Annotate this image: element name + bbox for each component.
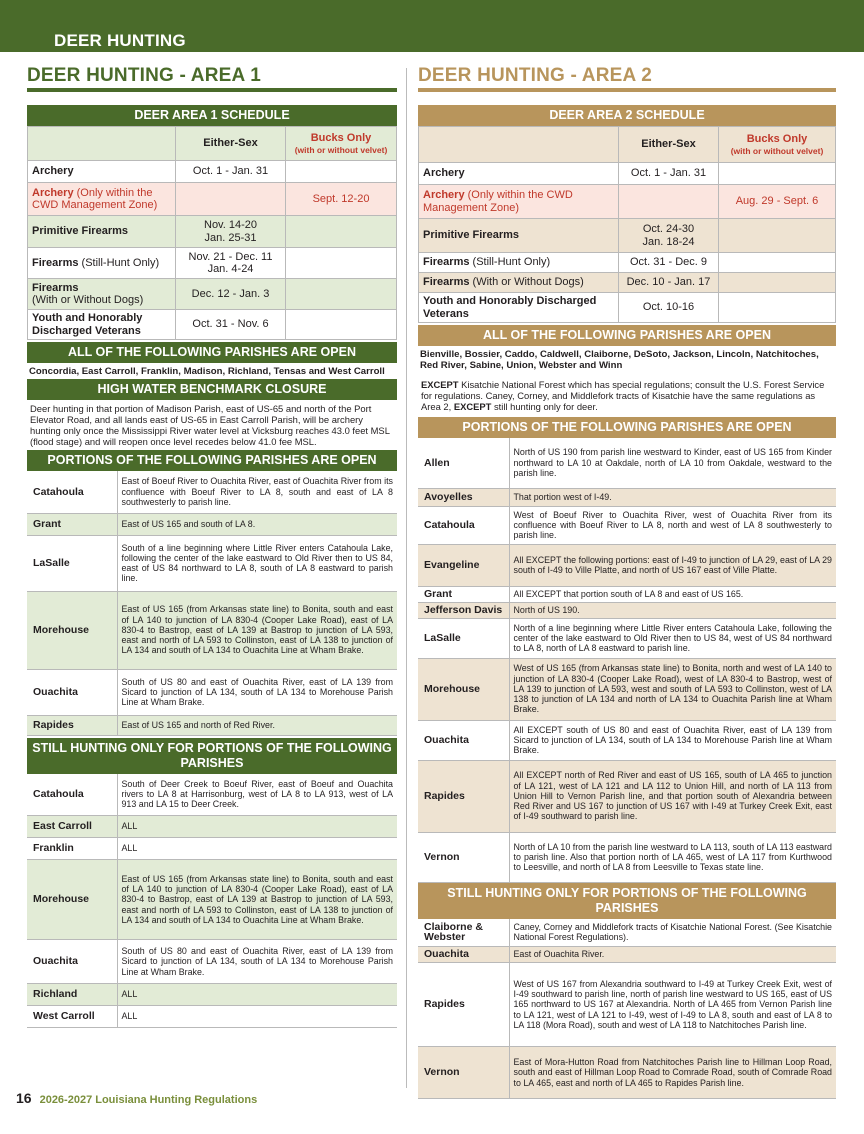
parish-description: South of Deer Creek to Boeuf River, east of Boeuf and Ouachita rivers to LA 8 at Harrisonburg, west of LA 8 to LA 913, west of LA 913 and LA 15 to Deer Creek. — [117, 774, 397, 816]
parish-name: LaSalle — [27, 535, 117, 591]
either-sex-dates: Oct. 1 - Jan. 31 — [619, 163, 719, 185]
table-row — [418, 658, 836, 720]
table-row — [27, 1006, 397, 1028]
schedule-row — [419, 273, 836, 293]
parish-description: ALL — [117, 1006, 397, 1028]
season-label: Firearms (Still-Hunt Only) — [419, 253, 619, 273]
either-sex-dates: Dec. 10 - Jan. 17 — [619, 273, 719, 293]
table-row — [418, 963, 836, 1047]
parish-name: Grant — [27, 513, 117, 535]
either-sex-dates: Oct. 24-30 Jan. 18-24 — [619, 219, 719, 253]
parish-name: Morehouse — [27, 860, 117, 940]
schedule-row — [28, 161, 397, 183]
area1-column — [27, 64, 397, 1028]
parish-name: Evangeline — [418, 544, 509, 586]
portions-open-title: PORTIONS OF THE FOLLOWING PARISHES ARE OPEN — [418, 417, 836, 438]
parish-description: All EXCEPT south of US 80 and east of Ouachita River, east of LA 139 from Sicard to junction of LA 134, south of LA 134 to Morehouse Parish line at Wham Brake. — [509, 720, 836, 760]
col-bucks-only: Bucks Only (with or without velvet) — [286, 127, 397, 161]
schedule-header-row — [28, 127, 397, 161]
page-number: 16 — [16, 1090, 32, 1106]
table-row — [27, 940, 397, 984]
col-either-sex: Either-Sex — [176, 127, 286, 161]
parish-name: Claiborne & Webster — [418, 919, 509, 947]
parish-description: East of Mora-Hutton Road from Natchitoches Parish line to Hillman Loop Road, south and east of Hillman Loop Road to Comrade Road, south of Comrade Road to LA 465, east and north of LA 465 to Rapides Parish line. — [509, 1047, 836, 1099]
season-label: Archery (Only within the CWD Management Zone) — [419, 185, 619, 219]
parish-description: East of US 165 (from Arkansas state line) to Bonita, south and east of LA 140 to junction of LA 830-4 (Cooper Lake Road), east of LA 830-4 to Bastrop, east of LA 139 at Bastrop to junction of LA 593, east and north of LA 593 to Collinston, east of LA 138 to junction of LA 134 and south of LA 134 to Ouachita Line at Wham Brake. — [117, 591, 397, 669]
page-footer — [16, 1090, 257, 1106]
season-label: Archery — [28, 161, 176, 183]
parish-name: Morehouse — [27, 591, 117, 669]
schedule-row — [28, 216, 397, 248]
either-sex-dates: Nov. 14-20 Jan. 25-31 — [176, 216, 286, 248]
still-hunting-title: STILL HUNTING ONLY FOR PORTIONS OF THE FOLLOWING PARISHES — [418, 883, 836, 919]
parish-description: ALL — [117, 816, 397, 838]
table-row — [27, 535, 397, 591]
parish-name: Catahoula — [27, 774, 117, 816]
open-parishes-list: Concordia, East Carroll, Franklin, Madison, Richland, Tensas and West Carroll — [29, 366, 385, 377]
area1-still-table — [27, 774, 397, 1029]
area1-portions-table — [27, 471, 397, 736]
schedule-row — [28, 248, 397, 279]
schedule-row — [28, 279, 397, 310]
parish-name: East Carroll — [27, 816, 117, 838]
season-label: Firearms (With or Without Dogs) — [419, 273, 619, 293]
schedule-row — [419, 293, 836, 323]
parish-name: Catahoula — [27, 471, 117, 513]
schedule-row — [419, 253, 836, 273]
parish-description: North of a line beginning where Little River enters Catahoula Lake, following the center of the lake eastward to Old River then to US 84, west of US 84 northward to LA 8, north of LA 8 eastward to parish line. — [509, 618, 836, 658]
parish-description: North of US 190 from parish line westward to Kinder, east of US 165 from Kinder northward to LA 10 at Oakdale, north of LA 10 from Oakdale, westward to the parish line. — [509, 438, 836, 488]
season-label: Primitive Firearms — [419, 219, 619, 253]
col-bucks-only: Bucks Only (with or without velvet) — [719, 127, 836, 163]
area1-title: DEER HUNTING - AREA 1 — [27, 65, 261, 86]
table-row — [418, 919, 836, 947]
parish-description: North of US 190. — [509, 602, 836, 618]
schedule-row — [419, 219, 836, 253]
parish-name: Ouachita — [418, 720, 509, 760]
table-row — [27, 715, 397, 735]
parish-name: Jefferson Davis — [418, 602, 509, 618]
table-row — [27, 591, 397, 669]
parish-description: All EXCEPT north of Red River and east of US 165, south of LA 465 to junction of LA 121, west of LA 121 and LA 112 to Union Hill, and north of LA 113 from Union Hill to Vernon Parish line, and that portion south of Alexandria between Red River and US 167 to junction of US 167 with I-49 at Turkey Creek Exit, east of I-49 southward to parish line. — [509, 760, 836, 832]
parish-description: That portion west of I-49. — [509, 488, 836, 506]
season-label: Youth and Honorably Discharged Veterans — [28, 310, 176, 340]
parish-description: All EXCEPT the following portions: east of I-49 to junction of LA 29, east of LA 29 south of I-49 to Ville Platte, and north of US 167 east of Ville Platte. — [509, 544, 836, 586]
either-sex-dates: Dec. 12 - Jan. 3 — [176, 279, 286, 310]
area2-schedule-table — [418, 126, 836, 323]
table-row — [27, 669, 397, 715]
parish-name: Ouachita — [27, 669, 117, 715]
parish-name: Rapides — [27, 715, 117, 735]
schedule-row — [419, 185, 836, 219]
either-sex-dates: Oct. 31 - Nov. 6 — [176, 310, 286, 340]
parish-description: South of a line beginning where Little River enters Catahoula Lake, following the center of the lake eastward to Old River then to US 84, east of US 84 northward to LA 8, south of LA 8 eastward to parish line. — [117, 535, 397, 591]
area2-title-rule — [418, 88, 836, 92]
parish-name: Vernon — [418, 832, 509, 882]
either-sex-dates: Oct. 10-16 — [619, 293, 719, 323]
except-text: EXCEPT Kisatchie National Forest which has special regulations; consult the U.S. Forest Service for regulations. Caney, Corney, and Middlefork tracts of Kisatchie have the same regulations as Area 2, EXCEPT still hunting only for deer. — [421, 379, 825, 412]
parish-description: South of US 80 and east of Ouachita River, east of LA 139 from Sicard to junction of LA 134, south of LA 134 to Morehouse Parish Line at Wham Brake. — [117, 669, 397, 715]
table-row — [418, 602, 836, 618]
table-row — [27, 860, 397, 940]
season-label: Primitive Firearms — [28, 216, 176, 248]
parish-name: Rapides — [418, 963, 509, 1047]
table-row — [418, 618, 836, 658]
schedule-row — [419, 163, 836, 185]
still-hunting-title: STILL HUNTING ONLY FOR PORTIONS OF THE FOLLOWING PARISHES — [27, 738, 397, 774]
table-row — [418, 720, 836, 760]
portions-open-title: PORTIONS OF THE FOLLOWING PARISHES ARE OPEN — [27, 450, 397, 471]
bucks-only-dates: Aug. 29 - Sept. 6 — [719, 185, 836, 219]
table-row — [27, 838, 397, 860]
parish-name: Ouachita — [418, 947, 509, 963]
high-water-text: Deer hunting in that portion of Madison Parish, east of US-65 and north of the Port Elevator Road, and all lands east of US-65 in East Carroll Parish, will be archery hunting only once the Mississippi River water level at Vicksburg reaches 43.0 feet MSL (flood stage) and will reopen once level recedes below 41.0 fee MSL. — [30, 403, 390, 447]
season-label: Firearms (Still-Hunt Only) — [28, 248, 176, 279]
parish-description: West of US 165 (from Arkansas state line) to Bonita, north and west of LA 140 to junction of LA 830-4 (Cooper Lake Road), west of LA 830-4 to Bastrop, west of LA 139 to junction of LA 593, west and south of LA 593 to Collinston, west of LA 138 to junction of LA 134 and north of LA 134 to Ouachita Parish line at Wham Brake. — [509, 658, 836, 720]
area2-portions-table — [418, 438, 836, 883]
table-row — [27, 774, 397, 816]
header-bar — [0, 0, 864, 52]
open-parishes-list: Bienville, Bossier, Caddo, Caldwell, Claiborne, DeSoto, Jackson, Lincoln, Natchitoches, Red River, Sabine, Union, Webster and Winn — [420, 349, 819, 371]
parish-description: West of Boeuf River to Ouachita River, west of Ouachita River from its confluence with Boeuf River to LA 8, north and west of LA 8 southwesterly to parish line. — [509, 506, 836, 544]
either-sex-dates: Oct. 1 - Jan. 31 — [176, 161, 286, 183]
bucks-only-dates: Sept. 12-20 — [286, 183, 397, 216]
parish-description: East of US 165 and south of LA 8. — [117, 513, 397, 535]
season-label: Firearms (With or Without Dogs) — [28, 279, 176, 310]
parish-name: Grant — [418, 586, 509, 602]
parish-description: West of US 167 from Alexandria southward to I-49 at Turkey Creek Exit, west of I-49 southward to parish line, north of parish line westward to US 165, east of US 165 northward to US 167 at Alexandria. North of LA 465 from Vernon Parish line to LA 121, west of LA 121 to I-49, west of I-49 to LA 8, south and east of LA 8 to LA 118 (Mora Road), south and west of LA 118 to Natchitoches Parish line. — [509, 963, 836, 1047]
table-row — [27, 513, 397, 535]
parish-name: West Carroll — [27, 1006, 117, 1028]
parish-description: East of Ouachita River. — [509, 947, 836, 963]
parish-name: Avoyelles — [418, 488, 509, 506]
header-title: DEER HUNTING — [54, 31, 186, 50]
table-row — [418, 544, 836, 586]
parish-name: Allen — [418, 438, 509, 488]
table-row — [418, 760, 836, 832]
table-row — [418, 947, 836, 963]
area1-title-rule — [27, 88, 397, 92]
parish-description: ALL — [117, 984, 397, 1006]
open-parishes-title: ALL OF THE FOLLOWING PARISHES ARE OPEN — [27, 342, 397, 363]
area2-schedule-title: DEER AREA 2 SCHEDULE — [418, 105, 836, 126]
season-label: Archery (Only within the CWD Management Zone) — [28, 183, 176, 216]
parish-name: Richland — [27, 984, 117, 1006]
table-row — [418, 1047, 836, 1099]
col-either-sex: Either-Sex — [619, 127, 719, 163]
parish-description: South of US 80 and east of Ouachita River, east of LA 139 from Sicard to junction of LA 134, south of LA 134 to Morehouse Parish Line at Wham Brake. — [117, 940, 397, 984]
parish-description: Caney, Corney and Middlefork tracts of Kisatchie National Forest. (See Kisatchie National Forest Regulations). — [509, 919, 836, 947]
high-water-title: HIGH WATER BENCHMARK CLOSURE — [27, 379, 397, 400]
table-row — [418, 832, 836, 882]
open-parishes-title: ALL OF THE FOLLOWING PARISHES ARE OPEN — [418, 325, 836, 346]
parish-description: All EXCEPT that portion south of LA 8 and east of US 165. — [509, 586, 836, 602]
parish-description: East of Boeuf River to Ouachita River, east of Ouachita River from its confluence with Boeuf River to LA 8, south and east of LA 8 southwesterly to parish line. — [117, 471, 397, 513]
parish-name: LaSalle — [418, 618, 509, 658]
area2-still-table — [418, 919, 836, 1100]
schedule-row — [28, 183, 397, 216]
footer-title: 2026-2027 Louisiana Hunting Regulations — [39, 1094, 258, 1106]
either-sex-dates: Nov. 21 - Dec. 11 Jan. 4-24 — [176, 248, 286, 279]
column-divider — [406, 68, 407, 1088]
parish-name: Catahoula — [418, 506, 509, 544]
either-sex-dates: Oct. 31 - Dec. 9 — [619, 253, 719, 273]
table-row — [27, 471, 397, 513]
parish-name: Ouachita — [27, 940, 117, 984]
schedule-row — [28, 310, 397, 340]
parish-name: Franklin — [27, 838, 117, 860]
table-row — [27, 816, 397, 838]
parish-description: ALL — [117, 838, 397, 860]
table-row — [418, 438, 836, 488]
area2-column — [418, 64, 836, 1099]
schedule-header-row — [419, 127, 836, 163]
area1-schedule-table — [27, 126, 397, 340]
area1-schedule-title: DEER AREA 1 SCHEDULE — [27, 105, 397, 126]
parish-description: East of US 165 (from Arkansas state line) to Bonita, south and east of LA 140 to junction of LA 830-4 (Cooper Lake Road), east of LA 830-4 to Bastrop, east of LA 139 at Bastrop to junction of LA 593, east and north of LA 593 to Collinston, east of LA 138 to junction of LA 134 and south of LA 134 to Ouachita Line at Wham Brake. — [117, 860, 397, 940]
parish-name: Vernon — [418, 1047, 509, 1099]
parish-description: East of US 165 and north of Red River. — [117, 715, 397, 735]
table-row — [27, 984, 397, 1006]
season-label: Archery — [419, 163, 619, 185]
parish-description: North of LA 10 from the parish line westward to LA 113, south of LA 113 eastward to parish line. Also that portion north of LA 465, west of LA 117 from Kurthwood to Leesville, and north of LA 8 from Leesville to Texas state line. — [509, 832, 836, 882]
area2-title: DEER HUNTING - AREA 2 — [418, 65, 652, 86]
parish-name: Rapides — [418, 760, 509, 832]
table-row — [418, 586, 836, 602]
table-row — [418, 488, 836, 506]
season-label: Youth and Honorably Discharged Veterans — [419, 293, 619, 323]
parish-name: Morehouse — [418, 658, 509, 720]
table-row — [418, 506, 836, 544]
